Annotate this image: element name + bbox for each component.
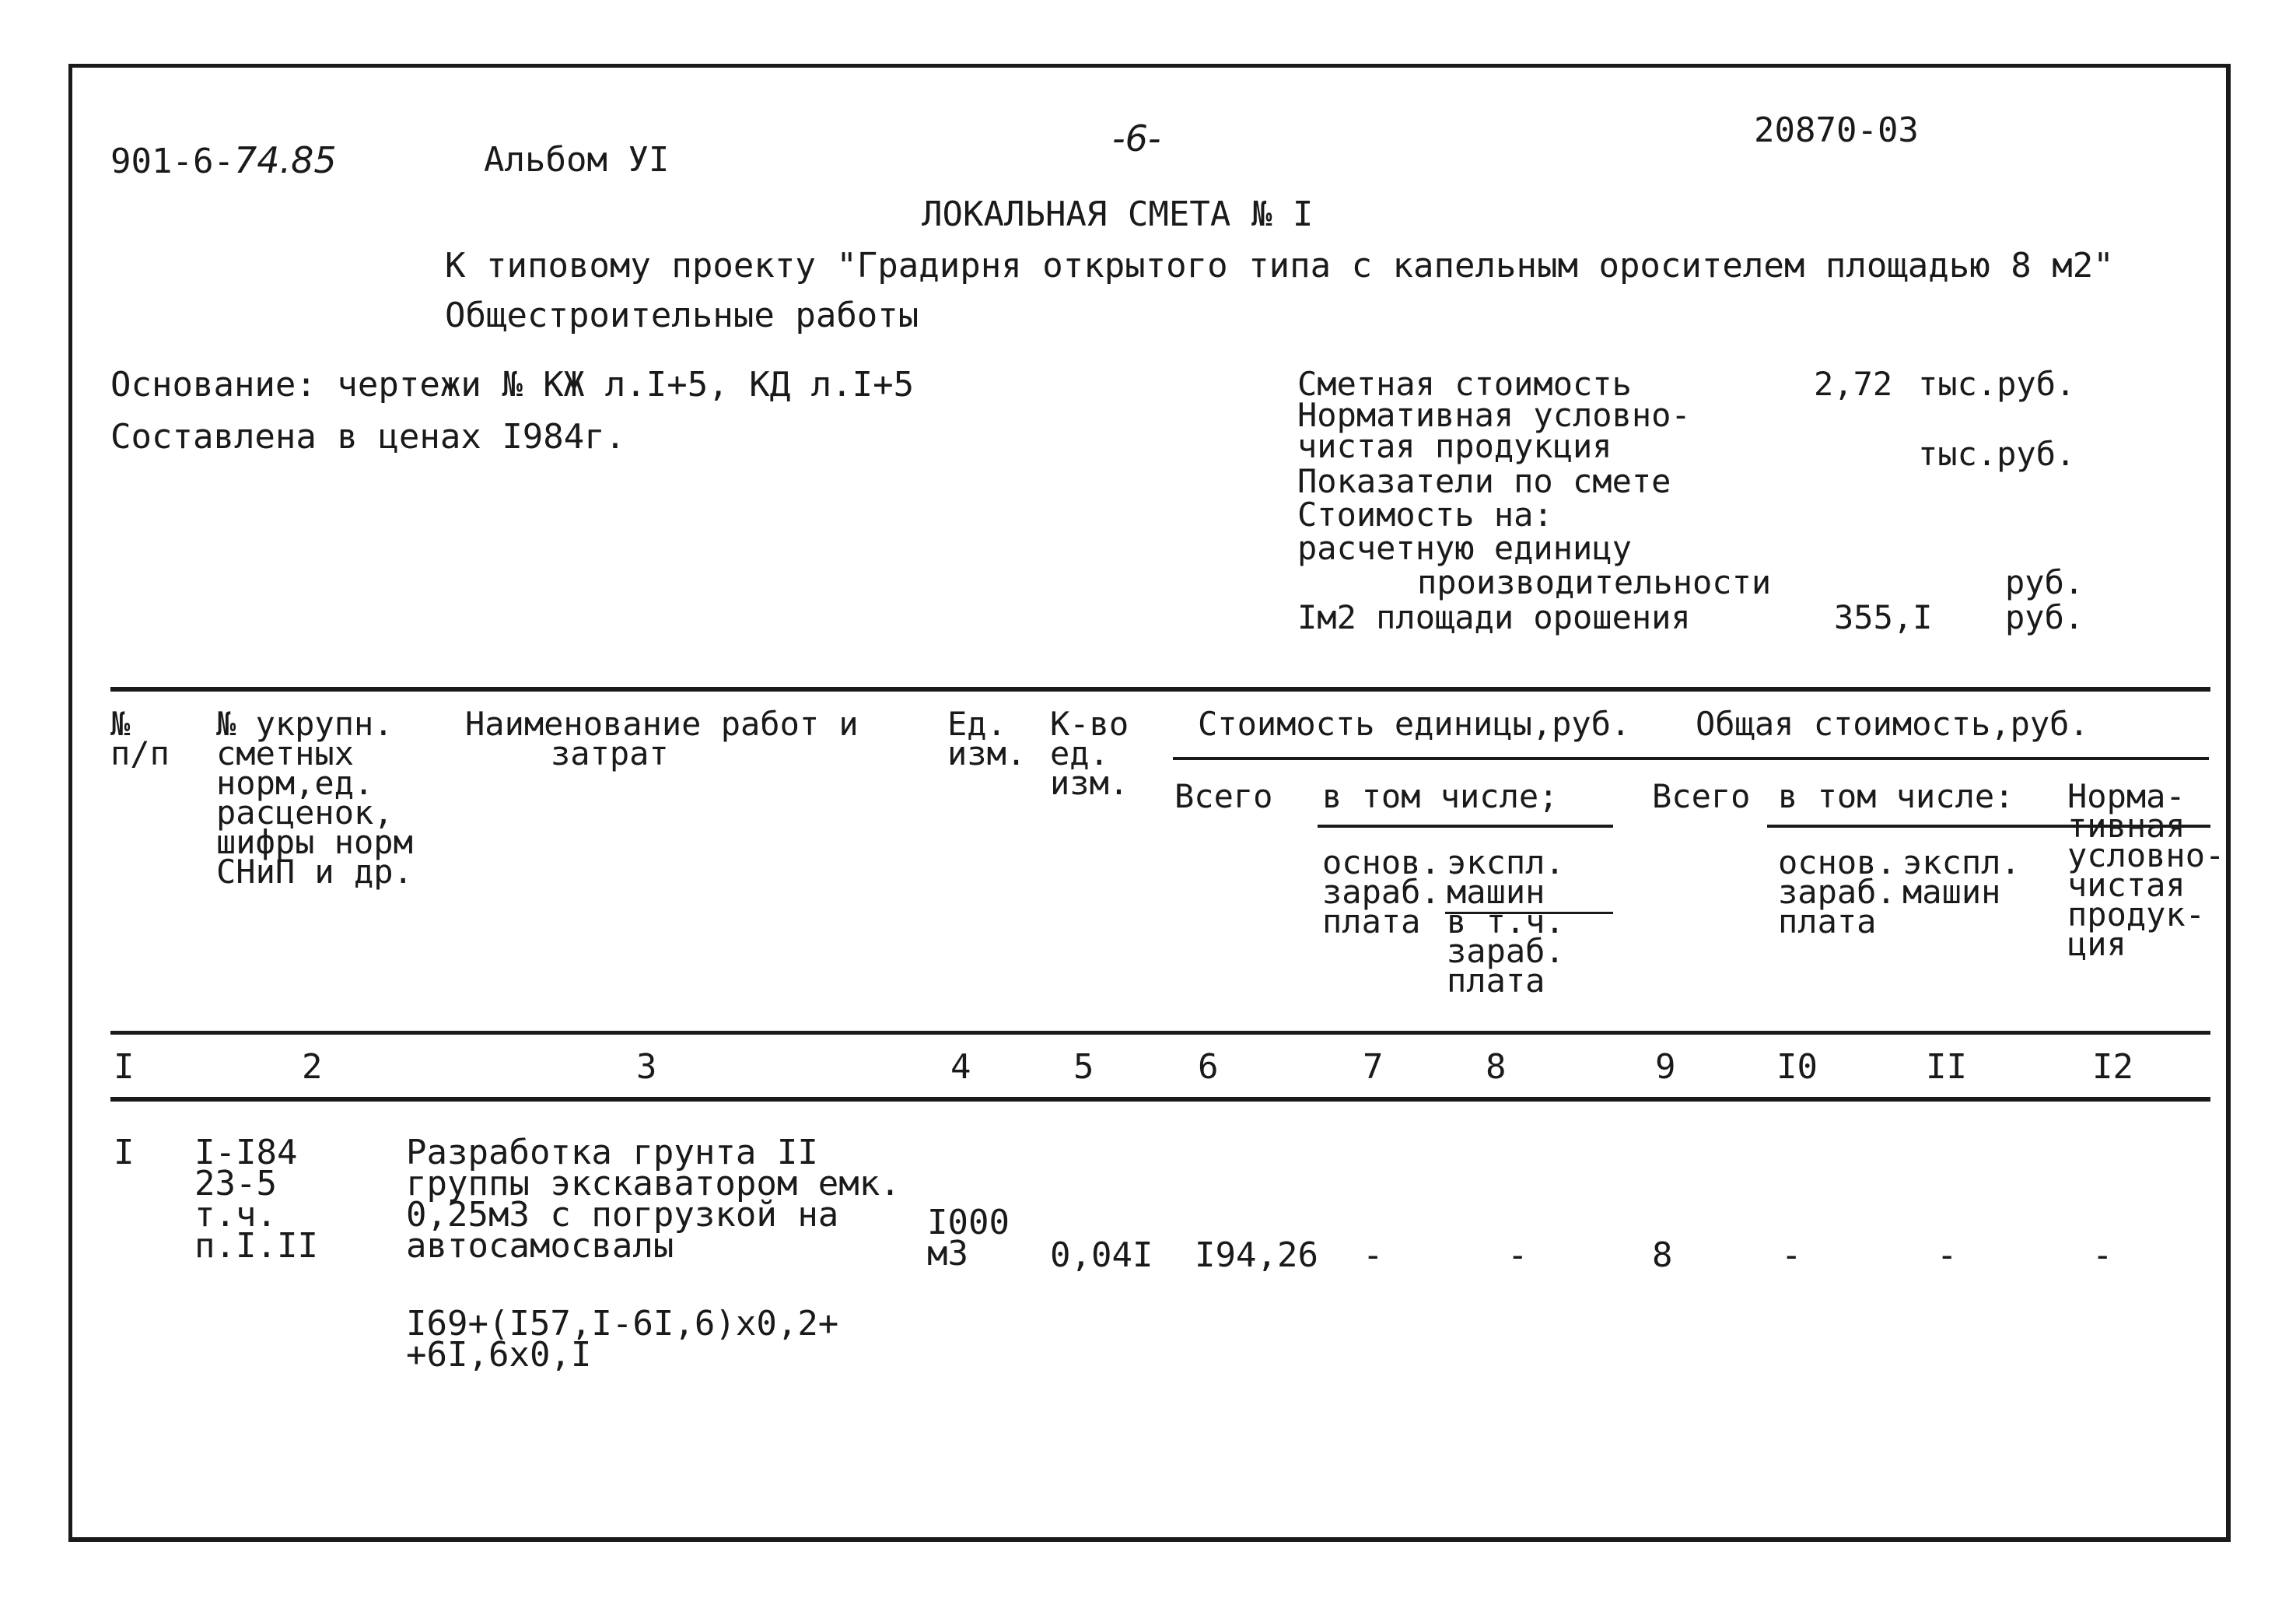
hdr-total-cost-group: Общая стоимость,руб. (1696, 705, 2089, 743)
cost-value: 2,72 (1814, 365, 1893, 403)
estimate-title: ЛОКАЛЬНАЯ СМЕТА № I (922, 194, 1314, 234)
hdr-unit-total: Всего (1174, 777, 1273, 815)
norm-label-2: чистая продукция (1297, 427, 1612, 465)
hdr-total-wage: основ. зараб. плата (1778, 843, 1896, 941)
hdr-col2: № укрупн. сметных норм,ед. расценок, шифры норм СНиП и др. (216, 705, 413, 891)
hdr-unit-mach: экспл. машин в т.ч. зараб. плата (1447, 843, 1565, 1000)
basis-prices: Составлена в ценах I984г. (110, 417, 626, 457)
estimate-subtitle: К типовому проекту "Градирня открытого типа с капельным оросителем площадью 8 м2" (445, 246, 2114, 286)
row-norm-prod: - (2092, 1235, 2113, 1275)
row-code: I-I84 23-5 т.ч. п.I.II (194, 1133, 318, 1266)
colnum-1: I (114, 1047, 135, 1087)
hdr-unit-cost-group: Стоимость единицы,руб. (1198, 705, 1631, 743)
cost-on-label: Стоимость на: (1297, 496, 1553, 534)
hdr-unit-wage: основ. зараб. плата (1322, 843, 1440, 941)
colnum-8: 8 (1486, 1047, 1507, 1087)
per-m2-unit: руб. (2005, 598, 2084, 636)
colnum-11: II (1926, 1047, 1967, 1087)
per-m2-label: Iм2 площади орошения (1297, 598, 1691, 636)
colnum-9: 9 (1655, 1047, 1676, 1087)
basis-drawings: Основание: чертежи № КЖ л.I+5, КД л.I+5 (110, 365, 915, 405)
cost-group-rule (1173, 757, 2209, 760)
hdr-col5: К-во ед. изм. (1050, 705, 1129, 802)
project-code: 901-6-74.85 (110, 139, 337, 181)
hdr-col4: Ед. изм. (947, 705, 1027, 772)
table-top-rule (110, 687, 2210, 692)
hdr-total-mach: экспл. машин (1902, 843, 2021, 911)
page-number: -6- (1112, 117, 1161, 159)
per-unit-label-2: производительности (1417, 563, 1772, 601)
row-unit-wage: - (1363, 1235, 1384, 1275)
per-unit-label-1: расчетную единицу (1297, 529, 1632, 567)
colnum-2: 2 (302, 1047, 323, 1087)
hdr-total-total: Всего (1652, 777, 1751, 815)
indicators-label: Показатели по смете (1297, 462, 1671, 500)
colnum-7: 7 (1363, 1047, 1384, 1087)
hdr-unit-incl: в том числе; (1322, 777, 1559, 815)
colnum-12: I2 (2092, 1047, 2133, 1087)
hdr-total-incl: в том числе: (1778, 777, 2014, 815)
doc-number: 20870-03 (1754, 110, 1919, 150)
norm-label-1: Нормативная условно- (1297, 396, 1691, 434)
row-total-mach: - (1937, 1235, 1958, 1275)
header-bottom-rule (110, 1031, 2210, 1035)
per-m2-value: 355,I (1834, 598, 1933, 636)
colnum-3: 3 (636, 1047, 657, 1087)
unit-incl-rule (1318, 825, 1613, 828)
row-unit-total: I94,26 (1195, 1235, 1318, 1275)
row-work-name: Разработка грунта II группы экскаватором емк. 0,25м3 с погрузкой на автосамосвалы (406, 1133, 901, 1266)
cost-unit: тыс.руб. (1918, 365, 2076, 403)
per-unit-unit: руб. (2005, 563, 2084, 601)
row-formula: I69+(I57,I-6I,6)x0,2+ +6I,6x0,I (406, 1304, 839, 1375)
hdr-col3: Наименование работ и затрат (465, 705, 859, 772)
album-label: Альбом УI (484, 140, 670, 180)
row-total: 8 (1652, 1235, 1673, 1275)
colnum-4: 4 (950, 1047, 971, 1087)
row-num: I (114, 1133, 135, 1172)
colnum-10: I0 (1776, 1047, 1818, 1087)
work-type: Общестроительные работы (445, 296, 919, 335)
hdr-norm-product: Норма- тивная условно- чистая продук- ция (2067, 777, 2225, 963)
hdr-col1: № п/п (110, 705, 170, 772)
cost-label: Сметная стоимость (1297, 365, 1632, 403)
norm-unit: тыс.руб. (1918, 435, 2076, 473)
colnum-6: 6 (1198, 1047, 1219, 1087)
colnum-bottom-rule (110, 1097, 2210, 1102)
row-total-wage: - (1781, 1235, 1802, 1275)
colnum-5: 5 (1073, 1047, 1094, 1087)
row-unit: I000 м3 (927, 1203, 1010, 1273)
row-qty: 0,04I (1050, 1235, 1153, 1275)
row-unit-mach: - (1507, 1235, 1528, 1275)
